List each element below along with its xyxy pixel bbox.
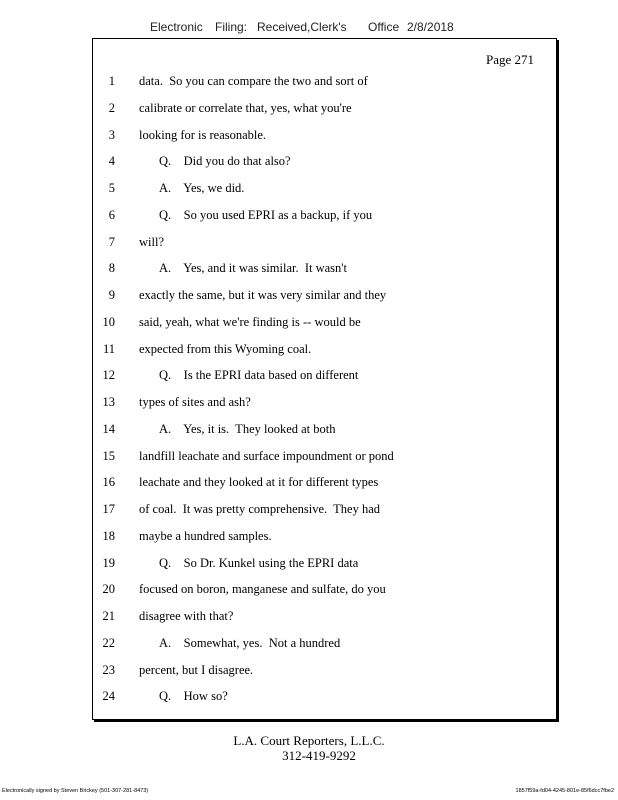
- transcript-line: [93, 125, 556, 145]
- line-number: 16: [102, 475, 115, 490]
- transcript-line: [93, 339, 556, 359]
- transcript-line: [93, 365, 556, 385]
- line-number: 21: [102, 609, 115, 623]
- line-number: 15: [102, 448, 115, 463]
- line-number: 4: [108, 154, 115, 169]
- reporter-phone: 312-419-9292: [282, 748, 356, 763]
- transcript-line: [93, 151, 556, 171]
- signature-note: Electronically signed by Steven Brickey (501-307-281-8473): [2, 788, 149, 794]
- reporter-footer: [0, 733, 618, 763]
- line-number: 3: [108, 127, 115, 142]
- transcript-line: [93, 472, 556, 492]
- line-number: 6: [108, 207, 115, 222]
- line-text: A. Yes, it is. They looked at both: [159, 421, 336, 436]
- line-text: A. Yes, and it was similar. It wasn't: [159, 261, 348, 276]
- line-text: types of sites and ash?: [139, 395, 251, 409]
- line-number: 7: [108, 234, 115, 249]
- line-text: focused on boron, manganese and sulfate, do you: [139, 582, 386, 597]
- line-number: 8: [108, 261, 115, 276]
- transcript-line: [93, 178, 556, 198]
- transcript-line: [93, 312, 556, 332]
- header-date: 2/8/2018: [407, 20, 454, 34]
- line-text: landfill leachate and surface impoundment or pond: [139, 448, 394, 463]
- transcript-line: [93, 686, 556, 706]
- line-number: 19: [102, 555, 115, 570]
- line-text: A. Somewhat, yes. Not a hundred: [159, 635, 341, 650]
- transcript-line: [93, 71, 556, 91]
- line-number: 12: [102, 368, 115, 383]
- line-text: calibrate or correlate that, yes, what you're: [139, 100, 352, 115]
- line-text: said, yeah, what we're finding is -- would be: [139, 314, 361, 329]
- line-number: 23: [102, 662, 115, 677]
- header-received: Received,Clerk's: [257, 20, 347, 34]
- line-text: of coal. It was pretty comprehensive. They had: [139, 502, 381, 516]
- transcript-line: [93, 553, 556, 573]
- transcript-line: [93, 446, 556, 466]
- header-electronic: Electronic: [150, 20, 203, 34]
- line-number: 14: [102, 421, 115, 436]
- line-number: 20: [102, 582, 115, 597]
- line-number: 5: [108, 181, 115, 195]
- transcript-line: [93, 579, 556, 599]
- line-text: looking for is reasonable.: [139, 127, 267, 142]
- line-text: Q. So Dr. Kunkel using the EPRI data: [159, 555, 359, 570]
- reporter-company: L.A. Court Reporters, L.L.C.: [233, 733, 385, 748]
- line-number: 1: [108, 74, 115, 88]
- line-text: Q. How so?: [159, 689, 228, 704]
- transcript-line: [93, 499, 556, 519]
- line-number: 24: [102, 689, 115, 704]
- line-text: expected from this Wyoming coal.: [139, 341, 312, 356]
- line-text: Q. Did you do that also?: [159, 154, 291, 169]
- line-number: 22: [102, 635, 115, 650]
- transcript-line: [93, 258, 556, 278]
- transcript-line: [93, 526, 556, 546]
- line-number: 9: [108, 288, 115, 302]
- transcript-line: [93, 205, 556, 225]
- line-text: maybe a hundred samples.: [139, 528, 272, 543]
- transcript-line: [93, 419, 556, 439]
- line-number: 2: [108, 100, 115, 115]
- header-office: Office: [368, 20, 400, 34]
- line-number: 18: [102, 528, 115, 543]
- transcript-line: [93, 392, 556, 412]
- header-filing: Filing:: [215, 20, 248, 34]
- line-number: 10: [102, 314, 115, 329]
- transcript-line: [93, 633, 556, 653]
- page-number: Page 271: [485, 52, 534, 67]
- transcript-line: [93, 232, 556, 252]
- line-text: Q. Is the EPRI data based on different: [159, 368, 359, 383]
- line-number: 11: [102, 341, 115, 356]
- transcript-page: [92, 38, 557, 720]
- transcript-line: [93, 285, 556, 305]
- line-text: data. So you can compare the two and sort of: [139, 74, 368, 88]
- transcript-line: [93, 98, 556, 118]
- transcript-line: [93, 606, 556, 626]
- document-id: 1857f59a-fd04-4245-801e-85f6dcc7fbe2: [515, 788, 614, 794]
- line-text: exactly the same, but it was very similar and they: [139, 288, 387, 302]
- line-text: leachate and they looked at it for different types: [139, 475, 379, 490]
- transcript-line: [93, 660, 556, 680]
- line-text: Q. So you used EPRI as a backup, if you: [159, 207, 373, 222]
- line-text: percent, but I disagree.: [139, 662, 254, 677]
- line-text: A. Yes, we did.: [159, 181, 245, 195]
- line-text: disagree with that?: [139, 609, 234, 623]
- line-number: 17: [102, 502, 115, 516]
- line-number: 13: [102, 395, 115, 409]
- line-text: will?: [139, 234, 164, 249]
